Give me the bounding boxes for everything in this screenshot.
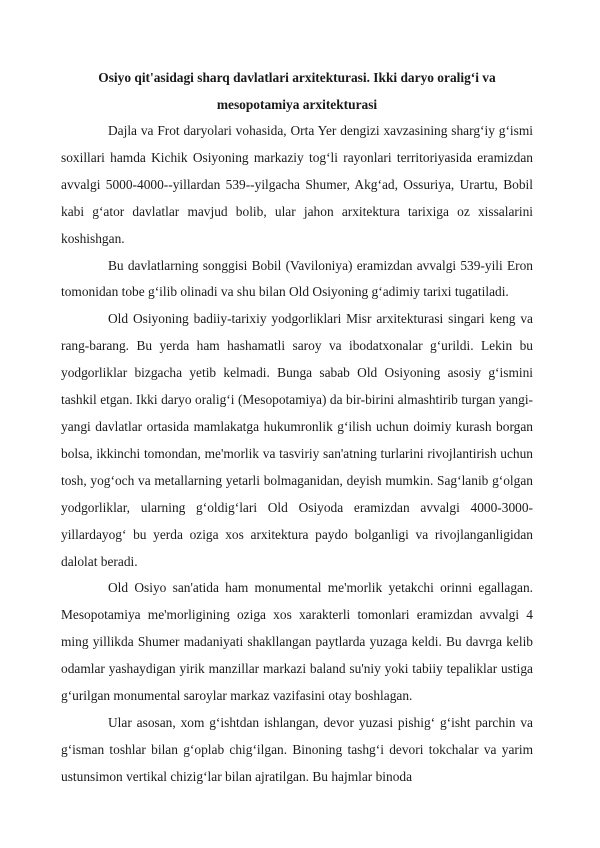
paragraph-3: Old Osiyoning badiiy-tarixiy yodgorliklari Misr arxitekturasi singari keng va rang-barang. Bu yerda ham hashamatli saroy va ibodatxonalar g‘urildi. Lekin bu yodgorliklar bizgacha yetib kelmadi. Bunga sabab Old Osiyoning asosiy g‘ismini tashkil etgan. Ikki daryo oralig‘i (Mesopotamiya) da bir-birini almashtirib turgan yangi-yangi davlatlar ortasida mamlakatga hukumronlik g‘ilish uchun doimiy kurash borgan bolsa, ikkinchi tomondan, me'morlik va tasviriy san'atning turlarini rivojlantirish uchun tosh, yog‘och va metallarning yetarli bolmaganidan, deyish mumkin. Sag‘lanib g‘olgan yodgorliklar, ularning g‘oldig‘lari Old Osiyoda eramizdan avvalgi 4000-3000-yillardayog‘ bu yerda oziga xos arxitektura paydo bolganligi va rivojlanganligidan dalolat beradi. (61, 311, 533, 569)
paragraph-2: Bu davlatlarning songgisi Bobil (Vaviloniya) eramizdan avvalgi 539-yili Eron tomonidan tobe g‘ilib olinadi va shu bilan Old Osiyoning g‘adimiy tarixi tugatiladi. (61, 257, 533, 300)
document-title: Osiyo qit'asidagi sharq davlatlari arxitekturasi. Ikki daryo oralig‘i va mesopotamiya arxitekturasi (98, 70, 496, 112)
paragraph-5: Ular asosan, xom g‘ishtdan ishlangan, devor yuzasi pishig‘ g‘isht parchin va g‘isman toshlar bilan g‘oplab chig‘ilgan. Binoning tashg‘i devori tokchalar va yarim ustunsimon vertikal chizig‘lar bilan ajratilgan. Bu hajmlar binoda (61, 714, 533, 784)
document-body (61, 64, 533, 791)
paragraph-4: Old Osiyo san'atida ham monumental me'morlik yetakchi orinni egallagan. Mesopotamiya me'morligining oziga xos xarakterli tomonlari eramizdan avvalgi 4 ming yillikda Shumer madaniyati shakllangan paytlarda yuzaga keldi. Bu davrga kelib odamlar yashaydigan yirik manzillar markazi baland su'niy yoki tabiiy tepaliklar ustiga g‘urilgan monumental saroylar markaz vazifasini otay boshlagan. (61, 580, 533, 704)
paragraph-1: Dajla va Frot daryolari vohasida, Orta Yer dengizi xavzasining sharg‘iy g‘ismi soxillari hamda Kichik Osiyoning markaziy tog‘li rayonlari territoriyasida eramizdan avvalgi 5000-4000--yillardan 539--yilgacha Shumer, Akg‘ad, Ossuriya, Urartu, Bobil kabi g‘ator davlatlar mavjud bolib, ular jahon arxitektura tarixiga oz xissalarini koshishgan. (61, 123, 533, 246)
